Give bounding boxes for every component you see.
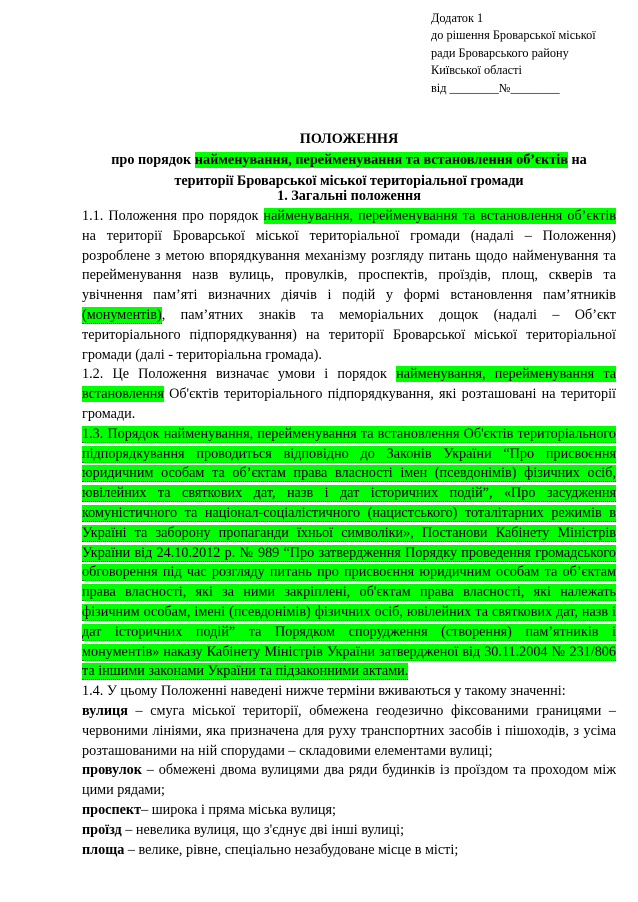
term: площа [82, 841, 125, 858]
paragraph-1-2 [82, 365, 616, 424]
highlighted-text: найменування, перейменування та встановлення об’єктів [263, 208, 616, 224]
definition: – велике, рівне, спеціально незабудоване місце в місті; [124, 841, 459, 858]
paragraph-text: , пам’ятних знаків та меморіальних дощок (надалі – Об’єкт територіального підпорядкування) на території Броварської міської територіальної громади (далі - територіальна громада). [82, 306, 616, 363]
highlighted-text: найменування, перейменування та встановлення об’єктів [194, 152, 568, 168]
highlighted-text: 1.3. Порядок найменування, перейменування та встановлення Об'єктів територіального підпорядкування проводиться відповідно до Законів України “Про присвоєння юридичним особам та об’єктам права власності імен (псевдонімів) фізичних осіб, ювілейних та святкових дат, назв і дат історичних подій”, «Про засудження комуністичного та націонал-соціалістичного (нацистського) тоталітарних режимів в Україні та заборону пропаганди їхньої символіки», Постанови Кабінету Міністрів України від 24.10.2012 р. № 989 “Про затвердження Порядку проведення громадського обговорення під час розгляду питань про присвоєння юридичним особам та об’єктам права власності, які за ними закріплені, об'єктам права власності, які належать фізичним особам, імені (псевдонімів) фізичних осіб, ювілейних та святкових дат, назв і дат історичних подій” та Порядком спорудження (створення) пам’ятників і монументів» наказу Кабінету Міністрів України затвердженої від 30.11.2004 № 231/806 та іншими законами України та підзаконними актами. [82, 425, 616, 680]
definition: – широка і пряма міська вулиця; [141, 801, 336, 818]
definition: – смуга міської території, обмежена геодезично фіксованими границями – червоними лініями, яка призначена для руху транспортних засобів і пішоходів, з усіма розташованими на ній спорудами – складовими елементами вулиці; [82, 702, 616, 759]
title-heading: ПОЛОЖЕННЯ [299, 131, 399, 147]
annex-block [431, 10, 631, 97]
paragraph-1-4: 1.4. У цьому Положенні наведені нижче терміни вживаються у такому значенні: [82, 683, 566, 700]
term-definition [82, 761, 616, 801]
term-definition [82, 801, 616, 821]
annex-line: Додаток 1 [431, 11, 484, 25]
term: проїзд [82, 821, 122, 838]
definition: – обмежені двома вулицями два ряди будинків із проїздом та проходом між цими рядами; [82, 762, 616, 799]
highlighted-text: найменування, перейменування та встановлення [82, 366, 616, 403]
document-title [82, 129, 616, 192]
term: вулиця [82, 702, 128, 719]
annex-line: до рішення Броварської міської [431, 28, 596, 43]
annex-line: від ________№________ [431, 80, 560, 95]
annex-line: Київської області [431, 63, 522, 78]
title-text: на [567, 152, 587, 168]
paragraph-1-3 [82, 425, 616, 682]
term-definition [82, 702, 616, 761]
title-subheading [82, 150, 616, 171]
term-definition [82, 821, 616, 841]
title-text: про порядок [111, 152, 195, 168]
term-definition [82, 841, 616, 861]
term: провулок [82, 762, 142, 779]
document-body [82, 207, 616, 860]
paragraph-text: на території Броварської міської територіальної громади (надалі – Положення) розроблене з метою впорядкування механізму розгляду питань щодо найменування та перейменування назв вулиць, провулків, проспектів, проїздів, площ, скверів та увічнення пам’яті визначних діячів і подій у формі встановлення пам’ятників [82, 227, 616, 304]
paragraph-1-1 [82, 207, 616, 365]
paragraph-text: 1.1. Положення про порядок [82, 208, 264, 224]
definition: – невелика вулиця, що з'єднує дві інші вулиці; [121, 821, 405, 838]
paragraph-text: Об'єктів територіального підпорядкування, які розташовані на території громади. [82, 386, 616, 422]
section-heading: 1. Загальні положення [277, 188, 421, 204]
annex-line: ради Броварського району [431, 45, 569, 60]
highlighted-text: (монументів) [82, 306, 162, 323]
title-subheading-line2: території Броварської міської територіальної громади [174, 173, 524, 189]
term: проспект [82, 801, 142, 818]
paragraph-text: 1.2. Це Положення визначає умови і порядок [82, 366, 397, 383]
